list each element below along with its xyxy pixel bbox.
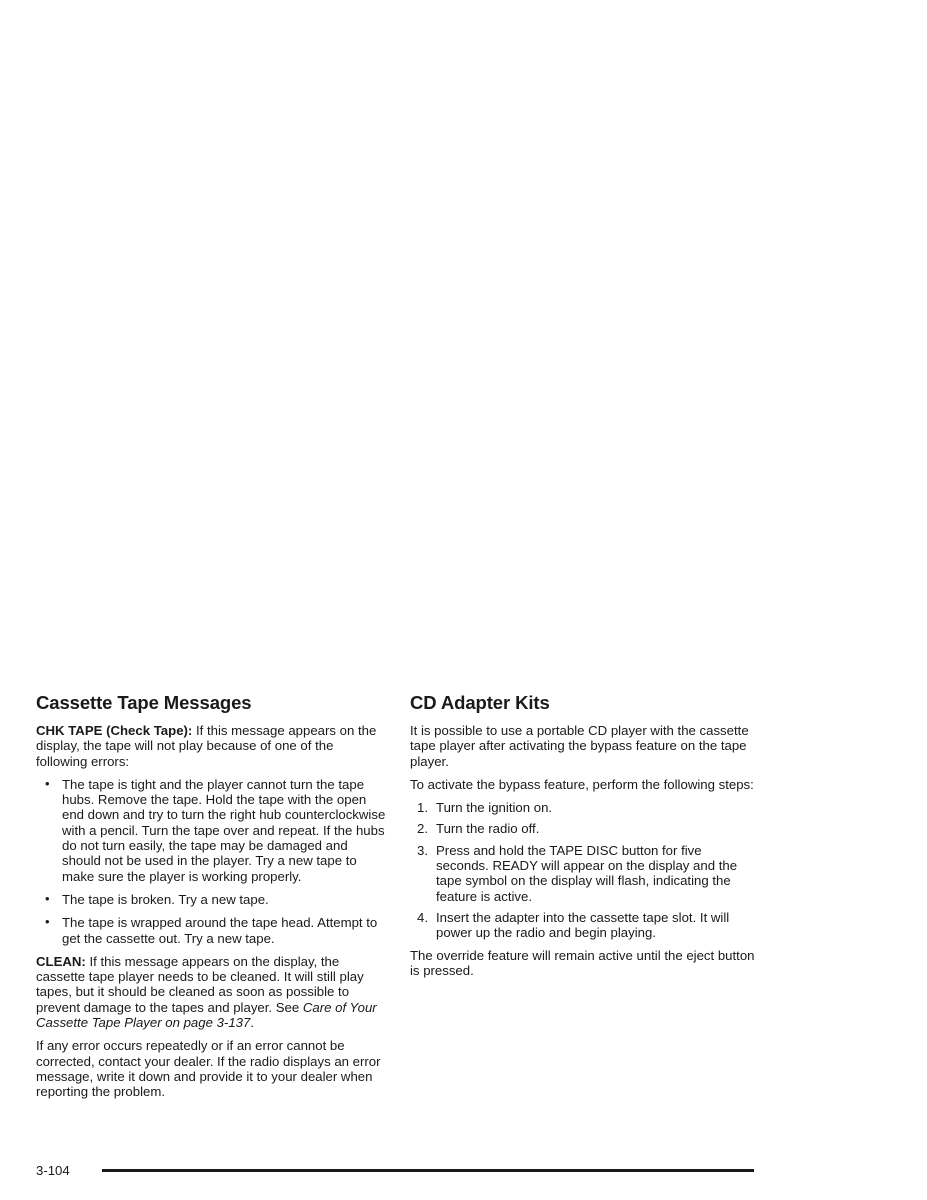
activate-paragraph: To activate the bypass feature, perform the following steps: <box>410 776 754 792</box>
bullet-icon: • <box>45 775 50 791</box>
clean-label: CLEAN: <box>36 953 86 969</box>
left-column <box>36 692 386 1108</box>
step-number: 4. <box>417 909 428 925</box>
clean-paragraph <box>36 954 386 1030</box>
step-text: Turn the radio off. <box>436 821 540 837</box>
clean-end: . <box>250 1015 254 1031</box>
bullet-text: The tape is tight and the player cannot turn the tape hubs. Remove the tape. Hold the tape with the open end down and try to turn the right hub counterclockwise with a pencil. Turn the tape over and repeat. If the hubs do not turn easily, the tape may be damaged and should not be used in the player. Try a new tape to make sure the player is working properly. <box>62 776 386 884</box>
steps-list <box>410 800 755 940</box>
step-text: Turn the ignition on. <box>436 800 553 816</box>
list-item <box>410 821 755 836</box>
right-column <box>410 692 755 986</box>
section-heading-cassette-tape-messages: Cassette Tape Messages <box>36 692 252 713</box>
error-repeat-paragraph: If any error occurs repeatedly or if an error cannot be corrected, contact your dealer. If the radio displays an error message, write it down and provide it to your dealer when reporting the problem. <box>36 1038 381 1100</box>
error-bullet-list <box>36 777 386 946</box>
chk-tape-text: If this message appears on the display, the tape will not play because of one of the following errors: <box>36 723 377 769</box>
section-heading-cd-adapter-kits: CD Adapter Kits <box>410 692 550 713</box>
list-item <box>410 910 755 941</box>
bullet-text: The tape is wrapped around the tape head. Attempt to get the cassette out. Try a new tape. <box>62 915 378 946</box>
step-number: 1. <box>417 800 428 816</box>
step-number: 3. <box>417 842 428 858</box>
step-text: Insert the adapter into the cassette tape slot. It will power up the radio and begin playing. <box>436 909 730 941</box>
list-item <box>410 800 755 815</box>
page-number: 3-104 <box>36 1163 70 1178</box>
intro-paragraph: It is possible to use a portable CD player with the cassette tape player after activating the bypass feature on the tape player. <box>410 723 749 769</box>
bullet-icon: • <box>45 890 50 906</box>
bullet-icon: • <box>45 914 50 930</box>
list-item <box>36 915 386 946</box>
list-item <box>36 777 386 884</box>
clean-text: If this message appears on the display, the cassette tape player needs to be cleaned. It will still play tapes, but it should be cleaned as soon as possible to prevent damage to the tapes and player. See <box>36 953 364 1015</box>
list-item <box>410 843 755 904</box>
chk-tape-label: CHK TAPE (Check Tape): <box>36 723 193 738</box>
list-item <box>36 892 386 907</box>
step-number: 2. <box>417 821 428 837</box>
override-paragraph: The override feature will remain active until the eject button is pressed. <box>410 947 755 978</box>
step-text: Press and hold the TAPE DISC button for five seconds. READY will appear on the display and the tape symbol on the display will flash, indicating the feature is active. <box>436 842 738 904</box>
cross-reference-link[interactable]: Care of Your Cassette Tape Player on page 3-137 <box>36 999 377 1031</box>
footer-divider <box>102 1169 754 1172</box>
bullet-text: The tape is broken. Try a new tape. <box>62 891 269 907</box>
chk-tape-paragraph <box>36 723 386 769</box>
